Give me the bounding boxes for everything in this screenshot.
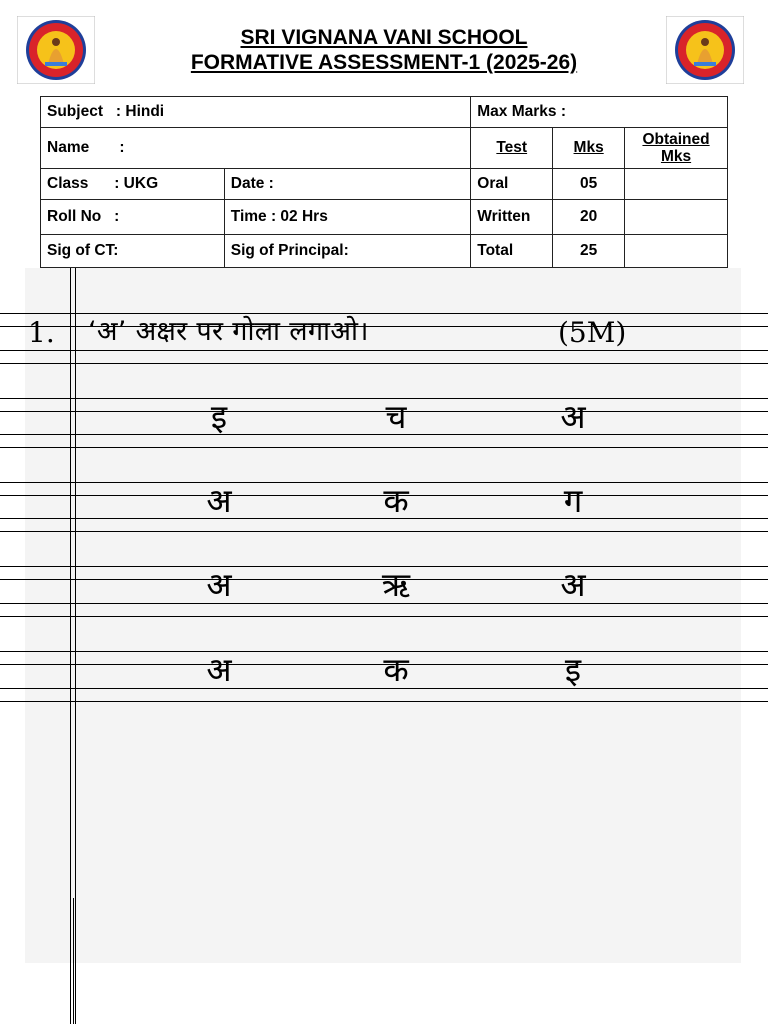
rule-line xyxy=(0,616,768,617)
school-name: SRI VIGNANA VANI SCHOOL xyxy=(240,26,528,49)
letter-option[interactable]: ऋ xyxy=(381,565,411,604)
letter-option[interactable]: क xyxy=(383,481,409,520)
class-label: Class xyxy=(47,175,89,192)
roll-colon: : xyxy=(114,208,120,225)
letter-option[interactable]: अ xyxy=(206,650,232,689)
roll-no-field[interactable] xyxy=(41,200,225,235)
obtained-oral[interactable] xyxy=(625,169,728,200)
rule-line xyxy=(0,531,768,532)
date-label: Date : xyxy=(230,175,274,192)
subject-cell xyxy=(41,97,471,128)
mks-header: Mks xyxy=(553,128,625,169)
mks-written: 20 xyxy=(553,200,625,235)
name-colon: : xyxy=(119,139,125,156)
letter-option[interactable]: क xyxy=(383,650,409,689)
subject-value: : Hindi xyxy=(115,103,165,120)
time-cell xyxy=(224,200,471,235)
letter-option[interactable]: अ xyxy=(206,565,232,604)
sig-ct-label: Sig of CT: xyxy=(47,242,119,259)
obtained-written[interactable] xyxy=(625,200,728,235)
test-oral: Oral xyxy=(471,169,553,200)
letter-option[interactable]: इ xyxy=(564,650,582,689)
sig-principal-field[interactable] xyxy=(224,235,471,268)
test-written: Written xyxy=(471,200,553,235)
subject-label: Subject xyxy=(47,103,103,120)
letter-option[interactable]: ग xyxy=(563,481,583,520)
letter-option[interactable]: अ xyxy=(560,397,586,436)
test-total: Total xyxy=(471,235,553,268)
rule-line xyxy=(0,447,768,448)
letter-option[interactable]: अ xyxy=(206,481,232,520)
letter-option[interactable]: इ xyxy=(210,397,228,436)
obtained-header xyxy=(625,128,728,169)
question-marks: (5M) xyxy=(558,316,627,349)
letter-option[interactable]: च xyxy=(385,397,407,436)
max-marks-cell[interactable] xyxy=(471,97,728,128)
exam-title: FORMATIVE ASSESSMENT-1 (2025-26) xyxy=(190,51,578,74)
sig-ct-field[interactable] xyxy=(41,235,225,268)
name-label: Name xyxy=(47,139,90,156)
letter-option[interactable]: अ xyxy=(560,565,586,604)
margin-line xyxy=(70,268,71,1024)
class-value: : UKG xyxy=(114,175,159,192)
date-field[interactable] xyxy=(224,169,471,200)
rule-line xyxy=(0,701,768,702)
mks-total: 25 xyxy=(553,235,625,268)
name-field[interactable] xyxy=(41,128,471,169)
time-label: Time : 02 Hrs xyxy=(230,208,328,225)
question-number: 1. xyxy=(28,316,55,349)
class-cell xyxy=(41,169,225,200)
test-header: Test xyxy=(471,128,553,169)
sig-principal-label: Sig of Principal: xyxy=(230,242,349,259)
question-text: ‘अ’ अक्षर पर गोला लगाओ। xyxy=(88,316,369,347)
roll-label: Roll No xyxy=(47,208,102,225)
margin-line xyxy=(75,268,76,1024)
mks-oral: 05 xyxy=(553,169,625,200)
obtained-header-line2: Mks xyxy=(660,148,692,165)
max-marks-label: Max Marks : xyxy=(477,103,566,120)
student-info-table xyxy=(40,96,728,268)
obtained-header-line1: Obtained xyxy=(642,131,710,148)
rule-line xyxy=(0,363,768,364)
obtained-total[interactable] xyxy=(625,235,728,268)
margin-line xyxy=(73,898,74,1024)
